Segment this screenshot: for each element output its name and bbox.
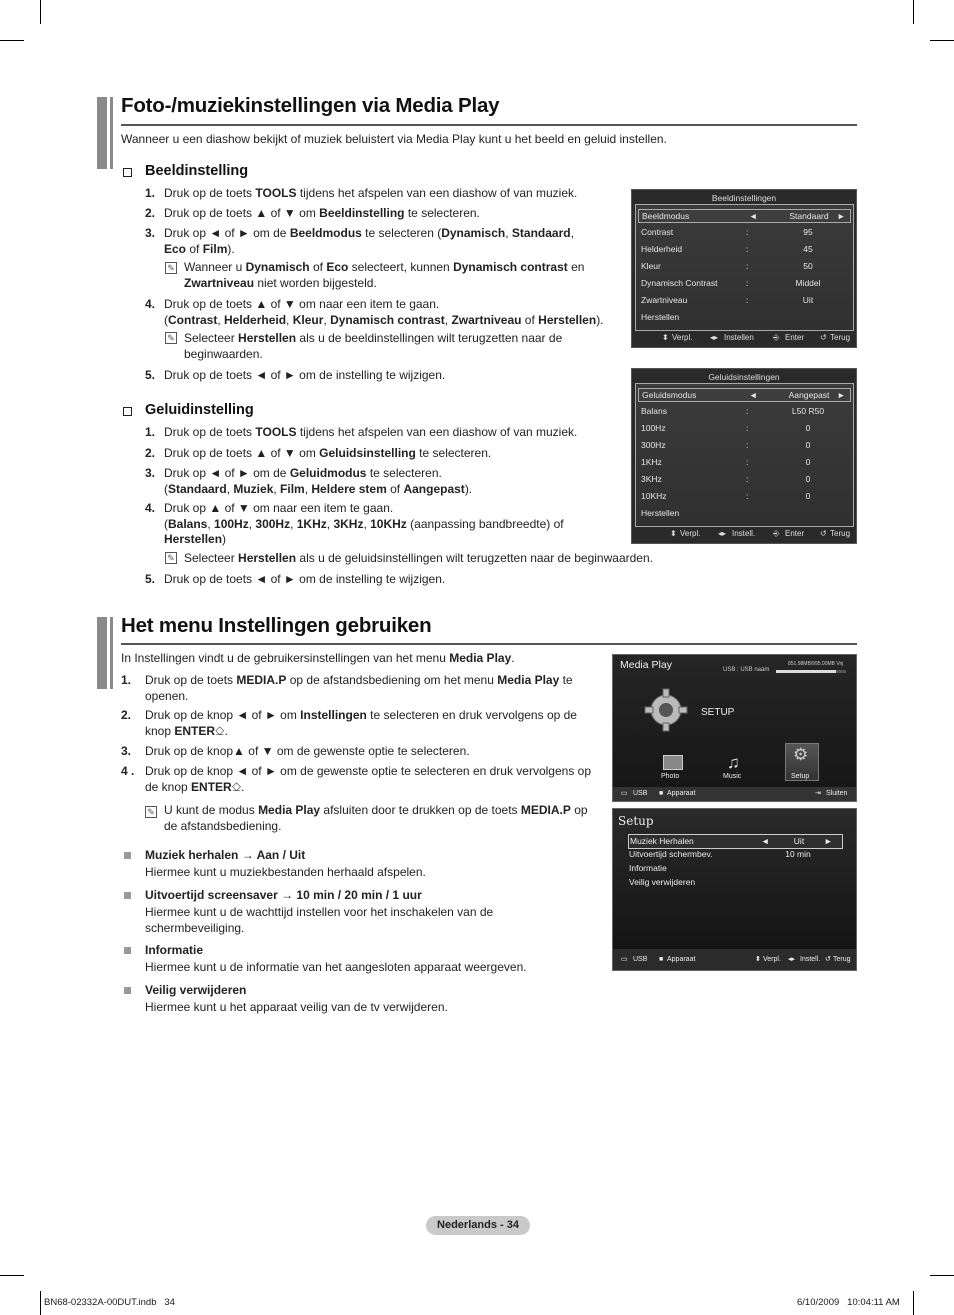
enter-icon: ⎆ — [773, 333, 780, 342]
bullet-icon — [124, 892, 131, 899]
step-text: Druk op ◄ of ► om de Geluidmodus te selecteren. (Standaard, Muziek, Film, Heldere stem of Aangepast). — [164, 466, 473, 496]
row-label: 100Hz — [641, 423, 666, 433]
note-icon: ✎ — [165, 332, 177, 344]
subsection-heading: Beeldinstelling — [145, 163, 249, 179]
row-label: Herstellen — [641, 312, 680, 322]
arrow-right-icon[interactable]: ► — [837, 390, 846, 400]
step-number: 1. — [121, 673, 132, 687]
setup-screen — [612, 808, 857, 971]
setup-label[interactable]: Setup — [791, 773, 810, 780]
adjust-icon: ◂▸ — [710, 333, 719, 342]
step-number: 4 . — [121, 764, 135, 778]
arrow-left-icon[interactable]: ◄ — [761, 836, 770, 846]
usb-icon: ▭ — [621, 956, 628, 963]
step-text: Druk op de toets TOOLS tijdens het afspelen van een diashow of van muziek. — [164, 425, 578, 439]
crop-mark — [913, 0, 914, 24]
screen-footer: ▭ USB ■ Apparaat ⬍ Verpl. ◂▸ Instell. ↺ Terug — [613, 949, 857, 970]
media-play-screen — [612, 654, 857, 802]
photo-label[interactable]: Photo — [661, 773, 680, 780]
note-icon: ✎ — [165, 552, 177, 564]
menu-row[interactable]: 100Hz : 0 — [638, 422, 851, 436]
step-text: Druk op de toets ◄ of ► om de instelling te wijzigen. — [164, 572, 446, 586]
step-number: 3. — [121, 744, 132, 758]
page-number: Nederlands - 34 — [426, 1216, 530, 1235]
menu-row[interactable] — [638, 388, 851, 402]
row-label: Herstellen — [641, 508, 680, 518]
setup-row[interactable]: Informatie — [629, 863, 667, 873]
device-icon: ■ — [659, 956, 664, 963]
step-text: Druk op de toets ▲ of ▼ om Geluidsinstelling te selecteren. — [164, 446, 492, 460]
menu-row[interactable]: 300Hz : 0 — [638, 439, 851, 453]
row-label: Kleur — [641, 261, 661, 271]
adjust-icon: ◂▸ — [718, 529, 727, 538]
menu-row[interactable] — [638, 209, 851, 223]
return-icon: ↺ — [825, 956, 831, 963]
panel-title: Geluidsinstellingen — [708, 372, 780, 382]
note-text: Wanneer u Dynamisch of Eco selecteert, kunnen Dynamisch contrast en Zwartniveau niet worden bijgesteld. — [184, 260, 585, 290]
bullet-icon — [124, 852, 131, 859]
setup-row[interactable]: Uitvoertijd schermbev. 10 min — [629, 849, 811, 859]
section-title: Foto-/muziekinstellingen via Media Play — [121, 94, 500, 117]
menu-row[interactable]: Kleur : 50 — [638, 260, 851, 274]
title-rule — [121, 124, 857, 126]
menu-row[interactable] — [638, 311, 851, 325]
option-title: Informatie — [145, 943, 204, 957]
row-label: 10KHz — [641, 491, 667, 501]
arrow-right-icon[interactable]: ► — [824, 836, 833, 846]
beeldinstellingen-panel — [631, 189, 857, 348]
menu-row[interactable]: 3KHz : 0 — [638, 473, 851, 487]
step-number: 1. — [145, 186, 156, 200]
note-icon: ✎ — [145, 806, 157, 818]
title-rule — [121, 643, 857, 645]
row-value: 0 — [805, 457, 811, 467]
panel-title: Beeldinstellingen — [711, 193, 777, 203]
row-value: 95 — [803, 227, 813, 237]
step-number: 5. — [145, 572, 156, 586]
arrow-left-icon[interactable]: ◄ — [749, 390, 758, 400]
storage-bar — [776, 670, 846, 673]
note-text: Selecteer Herstellen als u de beeldinstellingen wilt terugzetten naar de beginwaarden. — [184, 331, 563, 361]
step-number: 5. — [145, 368, 156, 382]
row-value: Standaard — [789, 211, 829, 221]
adjust-icon: ◂▸ — [788, 956, 796, 963]
note-text: U kunt de modus Media Play afsluiten door te drukken op de toets MEDIA.P op de afstandsbediening. — [164, 803, 588, 833]
step-text: Druk op de toets ▲ of ▼ om Beeldinstelling te selecteren. — [164, 206, 480, 220]
note-text: Selecteer Herstellen als u de geluidsinstellingen wilt terugzetten naar de beginwaarden. — [184, 551, 653, 565]
music-icon[interactable]: ♫ — [727, 753, 740, 772]
row-label: 3KHz — [641, 474, 662, 484]
enter-icon: ⎆ — [773, 529, 780, 538]
row-label: Helderheid — [641, 244, 683, 254]
screen-title: Setup — [618, 814, 654, 828]
option-desc: Hiermee kunt u de informatie van het aangesloten apparaat weergeven. — [145, 960, 527, 974]
step-text: Druk op de toets MEDIA.P op de afstandsbediening om het menu Media Play te openen. — [145, 673, 573, 703]
crop-mark — [0, 40, 24, 41]
geluidsinstellingen-panel — [631, 368, 857, 544]
crop-mark — [930, 1275, 954, 1276]
option-title: Uitvoertijd screensaver → 10 min / 20 min / 1 uur — [145, 888, 422, 902]
step-text: Druk op de toets TOOLS tijdens het afspelen van een diashow of van muziek. — [164, 186, 578, 200]
section-intro: Wanneer u een diashow bekijkt of muziek beluistert via Media Play kunt u het beeld en geluid instellen. — [121, 132, 667, 146]
crop-mark — [0, 1275, 24, 1276]
return-icon: ↺ — [820, 529, 827, 538]
row-label: Dynamisch Contrast — [641, 278, 718, 288]
arrow-right-icon[interactable]: ► — [837, 211, 846, 221]
checkbox-icon — [123, 407, 132, 416]
step-text: Druk op de toets ▲ of ▼ om naar een item te gaan. (Contrast, Helderheid, Kleur, Dynamisch contrast, Zwartniveau of Herstellen). — [164, 297, 604, 327]
row-value: L50 R50 — [791, 406, 825, 416]
row-value: 50 — [803, 261, 813, 271]
step-number: 1. — [145, 425, 156, 439]
option-title: Muziek herhalen → Aan / Uit — [145, 848, 306, 862]
step-text: Druk op ◄ of ► om de Beeldmodus te selecteren (Dynamisch, Standaard, Eco of Film). — [164, 226, 574, 256]
step-number: 4. — [145, 297, 156, 311]
center-label: SETUP — [701, 707, 735, 718]
option-title: Veilig verwijderen — [145, 983, 247, 997]
setup-gear-icon[interactable]: ⚙ — [793, 745, 809, 764]
option-desc: Hiermee kunt u de wachttijd instellen voor het inschakelen van de schermbeveiliging. — [145, 905, 494, 935]
step-number: 2. — [145, 446, 156, 460]
row-value: 0 — [805, 423, 811, 433]
section-marker — [97, 617, 107, 689]
step-number: 2. — [121, 708, 132, 722]
step-number: 2. — [145, 206, 156, 220]
screen-footer: ▭ USB ■ Apparaat ⇥ Sluiten — [613, 787, 857, 801]
step-number: 4. — [145, 501, 156, 515]
panel-footer: ⬍ Verpl. ◂▸ Instell. ⎆ Enter ↺ Terug — [670, 529, 851, 538]
crop-mark — [930, 40, 954, 41]
step-text: Druk op de toets ◄ of ► om de instelling te wijzigen. — [164, 368, 446, 382]
row-label: Contrast — [641, 227, 674, 237]
setup-row[interactable]: Muziek Herhalen ◄ ► Uit — [628, 834, 843, 849]
menu-row[interactable]: 10KHz : 0 — [638, 490, 851, 504]
row-label: Balans — [641, 406, 667, 416]
print-file: BN68-02332A-00DUT.indb 34 — [44, 1297, 175, 1308]
step-text: Druk op de knop ◄ of ► om Instellingen te selecteren en druk vervolgens op de knop ENTER⎐. — [145, 708, 577, 738]
row-value: Uit — [802, 295, 814, 305]
row-label: 300Hz — [641, 440, 666, 450]
row-value: Middel — [795, 278, 821, 288]
menu-row[interactable]: Contrast : 95 — [638, 226, 851, 240]
row-label: Geluidsmodus — [642, 390, 697, 400]
checkbox-icon — [123, 168, 132, 177]
bullet-icon — [124, 987, 131, 994]
crop-mark — [40, 0, 41, 24]
section-title: Het menu Instellingen gebruiken — [121, 614, 432, 637]
row-value: 0 — [805, 491, 811, 501]
menu-row[interactable]: Dynamisch Contrast : Middel — [638, 277, 851, 291]
menu-row[interactable] — [638, 507, 851, 521]
menu-row[interactable]: Zwartniveau : Uit — [638, 294, 851, 308]
return-icon: ↺ — [820, 333, 827, 342]
row-label: Zwartniveau — [641, 295, 688, 305]
section-marker — [110, 97, 113, 169]
step-text: Druk op de knop ◄ of ► om de gewenste optie te selecteren en druk vervolgens op de knop ENTER⎐. — [145, 764, 592, 794]
move-icon: ⬍ — [670, 529, 677, 538]
usb-name: USB : USB naam — [723, 667, 770, 673]
crop-mark — [40, 1291, 41, 1315]
screen-title: Media Play — [620, 659, 672, 671]
menu-row[interactable]: Balans : L50 R50 — [638, 405, 851, 419]
exit-icon: ⇥ — [815, 790, 821, 797]
step-number: 3. — [145, 226, 156, 240]
note-icon: ✎ — [165, 262, 177, 274]
row-value: 0 — [805, 474, 811, 484]
print-date: 6/10/2009 10:04:11 AM — [797, 1297, 900, 1308]
panel-list — [635, 204, 854, 331]
section-marker — [97, 97, 107, 169]
bullet-icon — [124, 947, 131, 954]
menu-row[interactable]: Helderheid : 45 — [638, 243, 851, 257]
row-label: 1KHz — [641, 457, 662, 467]
storage-text: 851.98MB/995.00MB Vrij — [788, 661, 844, 667]
usb-icon: ▭ — [621, 790, 628, 797]
music-label[interactable]: Music — [723, 773, 742, 780]
step-text: Druk op ▲ of ▼ om naar een item te gaan. (Balans, 100Hz, 300Hz, 1KHz, 3KHz, 10KHz (aanpassing bandbreedte) of Herstellen) — [164, 501, 564, 546]
move-icon: ⬍ — [662, 333, 669, 342]
move-icon: ⬍ — [755, 956, 761, 963]
crop-mark — [913, 1291, 914, 1315]
panel-footer: ⬍ Verpl. ◂▸ Instellen ⎆ Enter ↺ Terug — [662, 333, 851, 342]
section-marker — [110, 617, 113, 689]
row-value: 0 — [805, 440, 811, 450]
photo-icon[interactable] — [663, 755, 683, 770]
row-value: 45 — [803, 244, 813, 254]
step-text: Druk op de knop▲ of ▼ om de gewenste optie te selecteren. — [145, 744, 470, 758]
subsection-heading: Geluidinstelling — [145, 402, 254, 418]
arrow-left-icon[interactable]: ◄ — [749, 211, 758, 221]
option-desc: Hiermee kunt u het apparaat veilig van de tv verwijderen. — [145, 1000, 448, 1014]
panel-list — [635, 383, 854, 527]
menu-row[interactable]: 1KHz : 0 — [638, 456, 851, 470]
row-label: Beeldmodus — [642, 211, 690, 221]
step-number: 3. — [145, 466, 156, 480]
section-intro: In Instellingen vindt u de gebruikersinstellingen van het menu Media Play. — [121, 651, 515, 665]
option-desc: Hiermee kunt u muziekbestanden herhaald afspelen. — [145, 865, 426, 879]
row-value: Aangepast — [788, 390, 830, 400]
device-icon: ■ — [659, 790, 664, 797]
setup-row[interactable]: Veilig verwijderen — [629, 877, 696, 887]
gear-icon — [643, 687, 689, 733]
